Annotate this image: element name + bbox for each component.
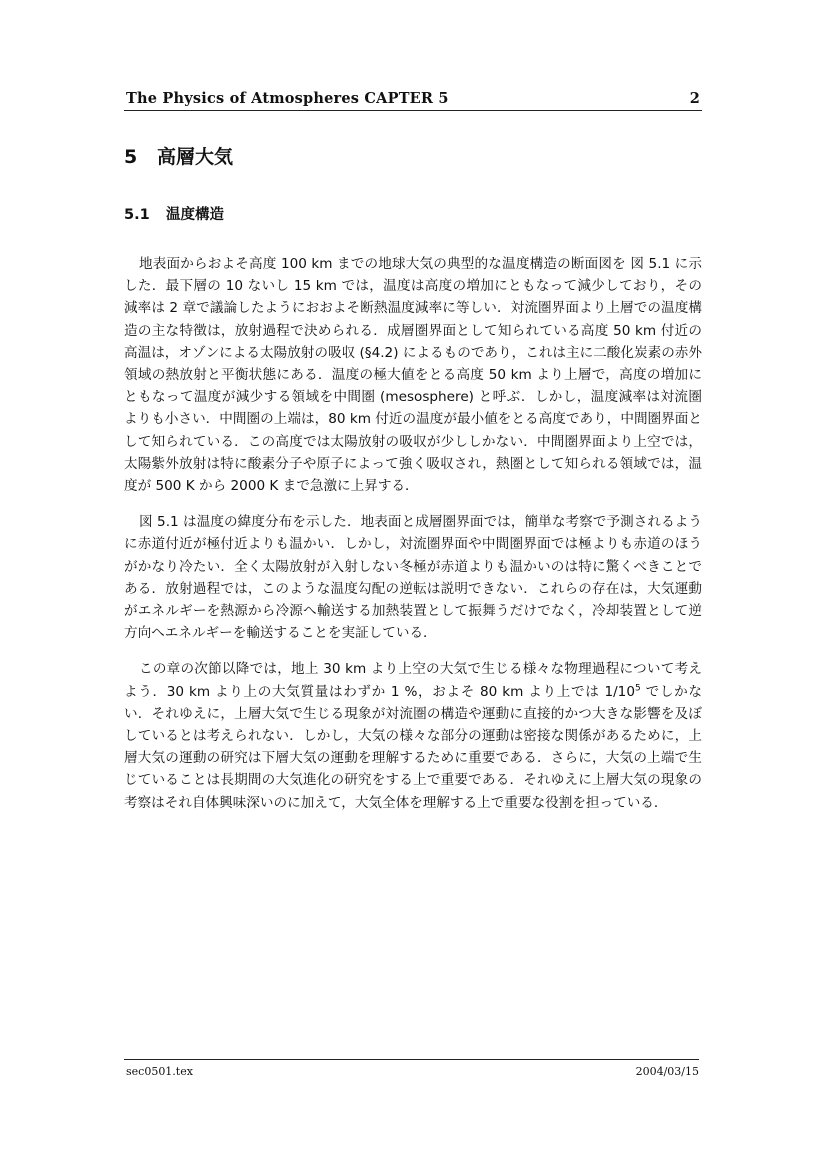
running-header: [124, 90, 702, 111]
footer-date: 2004/03/15: [635, 1065, 699, 1078]
paragraph-1: 地表面からおよそ高度 100 km までの地球大気の典型的な温度構造の断面図を 図 5.1 に示した．最下層の 10 ないし 15 km では，温度は高度の増加にともなって減少しており，その減率は 2 章で議論したようにおおよそ断熱温度減率に等しい．対流圏界面より上層での温度構造の主な特徴は，放射過程で決められる．成層圏界面として知られている高度 50 km 付近の高温は，オゾンによる太陽放射の吸収 (§4.2) によるものであり，これは主に二酸化炭素の赤外領域の熱放射と平衡状態にある．温度の極大値をとる高度 50 km より上層で，高度の増加にともなって温度が減少する領域を中間圏 (mesosphere) と呼ぶ．しかし，温度減率は対流圏よりも小さい．中間圏の上端は，80 km 付近の温度が最小値をとる高度であり，中間圏界面として知られている．この高度では太陽放射の吸収が少ししかない．中間圏界面より上空では，太陽紫外放射は特に酸素分子や原子によって強く吸収され，熱圏として知られる領域では，温度が 500 K から 2000 K まで急激に上昇する．: [124, 256, 702, 495]
chapter-title: 高層大気: [157, 146, 234, 168]
paragraph-3-part-2: でしかない．それゆえに，上層大気で生じる現象が対流圏の構造や運動に直接的かつ大きな影響を及ぼしているとは考えられない．しかし，大気の様々な部分の運動は密接な関係があるために，上層大気の運動の研究は下層大気の運動を理解するために重要である．さらに，大気の上端で生じていることは長期間の大気進化の研究をする上で重要である．それゆえに上層大気の現象の考察はそれ自体興味深いのに加えて，大気全体を理解する上で重要な役割を担っている．: [124, 683, 702, 811]
paragraph-2: 図 5.1 は温度の緯度分布を示した．地表面と成層圏界面では，簡単な考察で予測されるように赤道付近が極付近よりも温かい．しかし，対流圏界面や中間圏界面では極よりも赤道のほうがかなり冷たい．全く太陽放射が入射しない冬極が赤道よりも温かいのは特に驚くべきことである．放射過程では，このような温度勾配の逆転は説明できない．これらの存在は，大気運動がエネルギーを熱源から冷源へ輸送する加熱装置として振舞うだけでなく，冷却装置として逆方向へエネルギーを輸送することを実証している．: [124, 514, 702, 642]
chapter-number: 5: [124, 146, 138, 168]
section-heading: [124, 203, 224, 224]
footer-rule: [124, 1059, 699, 1060]
paragraph-3-part-1: この章の次節以降では，地上 30 km より上空の大気で生じる様々な物理過程について考えよう．30 km より上の大気質量はわずか 1 %，およそ 80 km より上では 1/10: [124, 661, 702, 700]
section-number: 5.1: [124, 207, 150, 223]
body-text: [124, 253, 702, 828]
running-header-title: The Physics of Atmospheres CAPTER 5: [126, 90, 449, 107]
paragraph-3: [124, 658, 702, 813]
chapter-heading: [124, 142, 233, 169]
exponent-superscript: 5: [634, 683, 641, 694]
section-title: 温度構造: [166, 207, 224, 223]
page-number: 2: [689, 90, 700, 107]
footer-filename: sec0501.tex: [126, 1065, 193, 1078]
